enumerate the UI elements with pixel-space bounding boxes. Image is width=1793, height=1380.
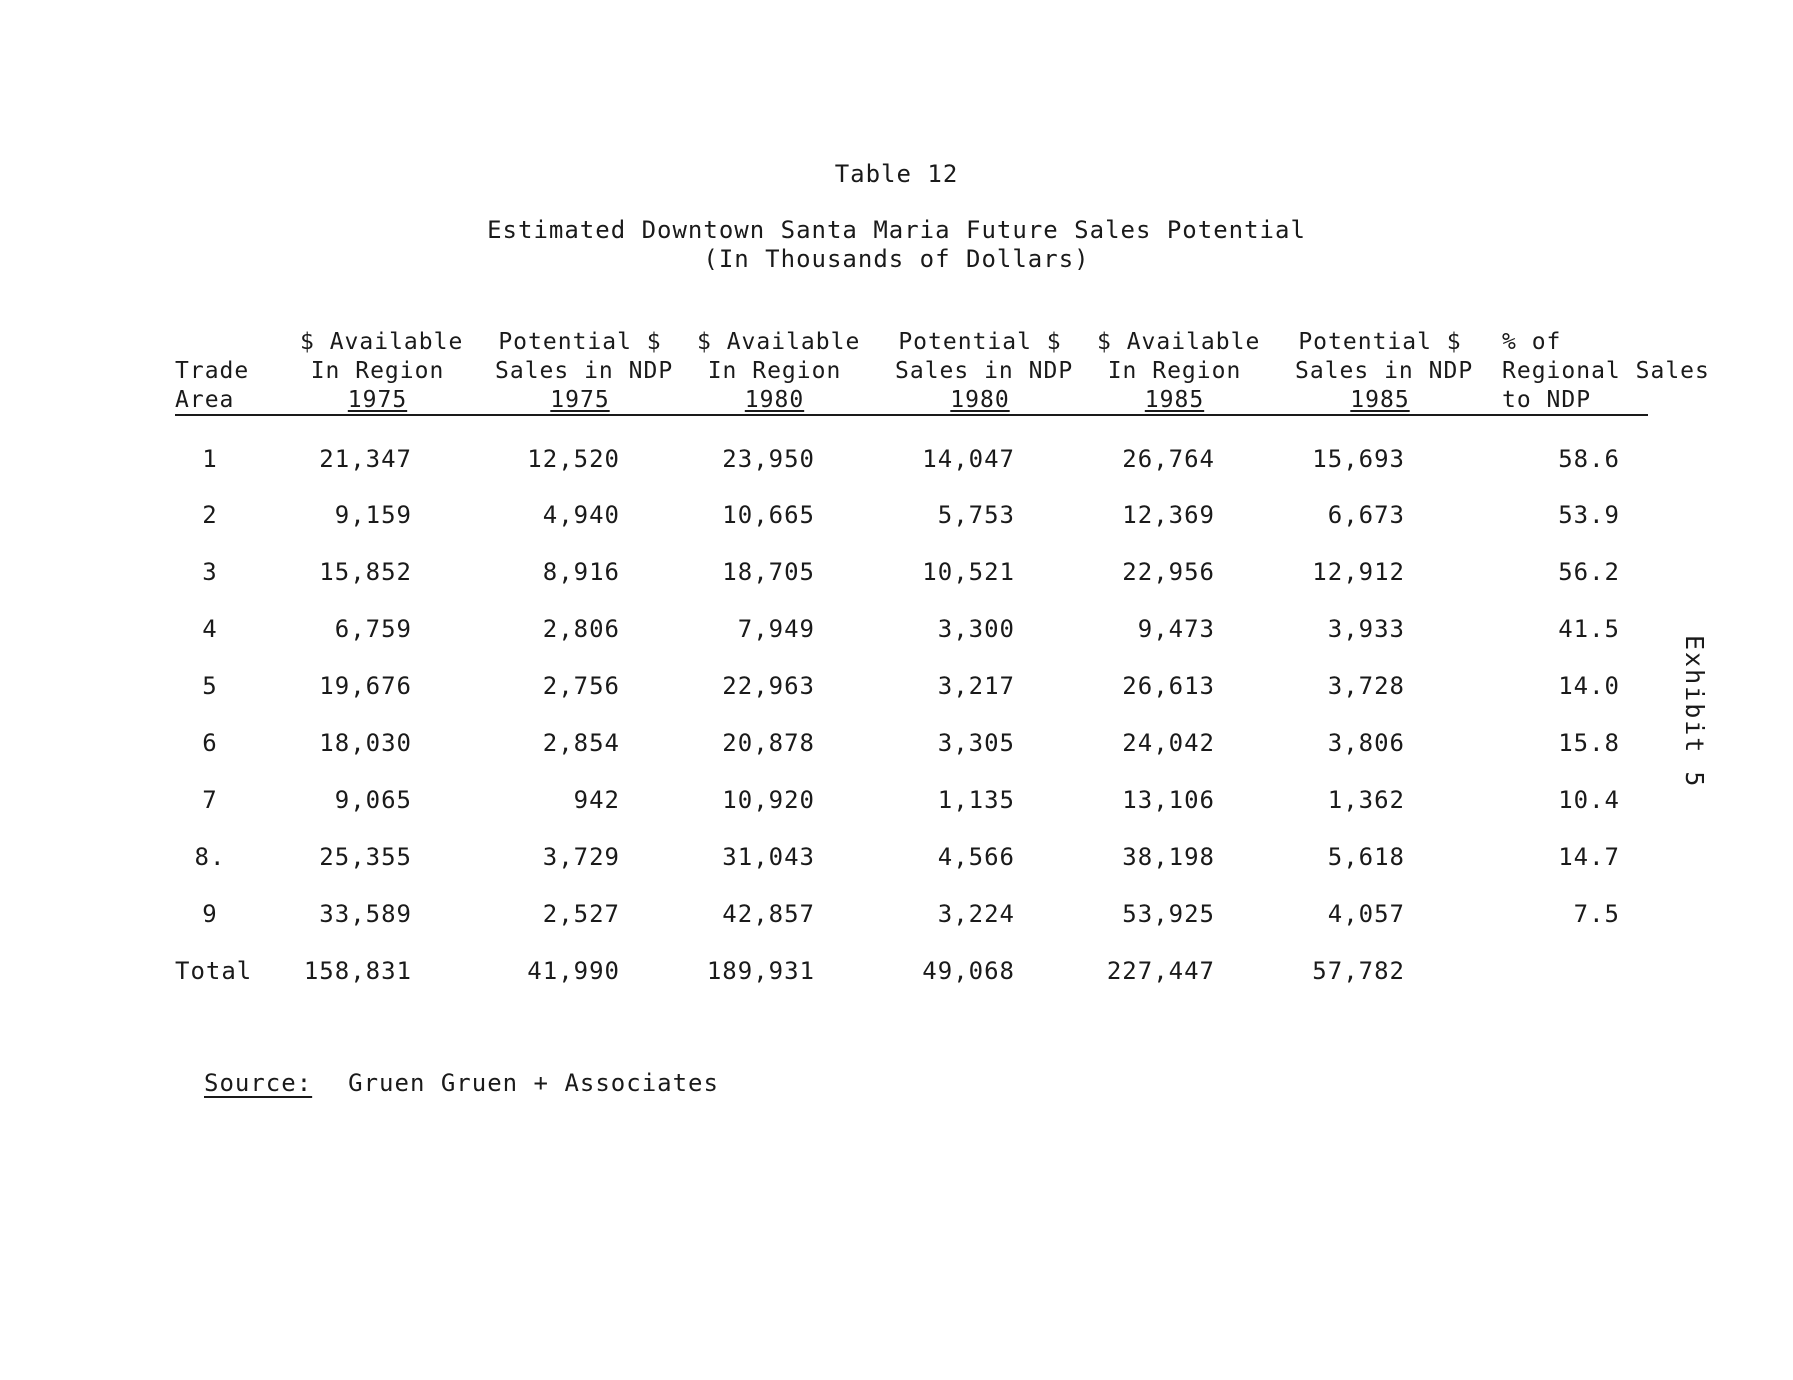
cell-potential-1985: 12,912	[1312, 558, 1405, 586]
cell-percent-regional: 41.5	[1558, 615, 1620, 643]
cell-potential-1975: 2,756	[542, 672, 620, 700]
header-rule	[175, 414, 1648, 416]
cell-available-1975: 15,852	[319, 558, 412, 586]
cell-available-1975: 18,030	[319, 729, 412, 757]
table-title-line2: (In Thousands of Dollars)	[703, 245, 1090, 273]
cell-potential-1985: 57,782	[1312, 957, 1405, 985]
cell-trade-area: 4	[202, 615, 218, 643]
cell-available-1975: 158,831	[303, 957, 412, 985]
cell-available-1980: 189,931	[706, 957, 815, 985]
cell-potential-1985: 6,673	[1327, 501, 1405, 529]
table-row-total	[175, 957, 1650, 991]
source-value: Gruen Gruen + Associates	[348, 1069, 719, 1097]
exhibit-label: Exhibit 5	[1680, 635, 1709, 789]
cell-trade-area: 6	[202, 729, 218, 757]
cell-percent-regional: 7.5	[1573, 900, 1620, 928]
cell-available-1985: 13,106	[1122, 786, 1215, 814]
table-row	[175, 501, 1650, 535]
cell-trade-area: 9	[202, 900, 218, 928]
cell-potential-1975: 41,990	[527, 957, 620, 985]
cell-potential-1975: 3,729	[542, 843, 620, 871]
cell-available-1985: 22,956	[1122, 558, 1215, 586]
cell-potential-1985: 5,618	[1327, 843, 1405, 871]
table-title-line1: Estimated Downtown Santa Maria Future Sales Potential	[487, 216, 1306, 244]
cell-potential-1980: 4,566	[937, 843, 1015, 871]
header-available-1980: $ Available In Region 1980	[697, 329, 861, 413]
cell-potential-1985: 4,057	[1327, 900, 1405, 928]
cell-available-1980: 31,043	[722, 843, 815, 871]
table-row	[175, 445, 1650, 479]
cell-potential-1985: 1,362	[1327, 786, 1405, 814]
cell-potential-1975: 12,520	[527, 445, 620, 473]
header-potential-1985: Potential $ Sales in NDP 1985	[1295, 329, 1474, 413]
cell-trade-area: 3	[202, 558, 218, 586]
cell-available-1980: 7,949	[737, 615, 815, 643]
header-percent-regional: % of Regional Sales to NDP	[1502, 329, 1710, 413]
table-row	[175, 615, 1650, 649]
table-row	[175, 786, 1650, 820]
cell-available-1980: 23,950	[722, 445, 815, 473]
cell-trade-area: 5	[202, 672, 218, 700]
cell-potential-1980: 5,753	[937, 501, 1015, 529]
cell-potential-1980: 3,217	[937, 672, 1015, 700]
cell-percent-regional: 58.6	[1558, 445, 1620, 473]
cell-available-1985: 38,198	[1122, 843, 1215, 871]
cell-available-1975: 21,347	[319, 445, 412, 473]
table-number: Table 12	[834, 160, 959, 188]
header-potential-1980: Potential $ Sales in NDP 1980	[895, 329, 1074, 413]
cell-available-1985: 24,042	[1122, 729, 1215, 757]
cell-available-1975: 19,676	[319, 672, 412, 700]
table-row	[175, 672, 1650, 706]
table-row	[175, 558, 1650, 592]
cell-percent-regional: 14.7	[1558, 843, 1620, 871]
cell-trade-area: 8.	[194, 843, 226, 871]
cell-available-1980: 20,878	[722, 729, 815, 757]
cell-potential-1985: 3,933	[1327, 615, 1405, 643]
cell-potential-1975: 2,806	[542, 615, 620, 643]
cell-potential-1985: 3,806	[1327, 729, 1405, 757]
source-label: Source:	[204, 1069, 313, 1097]
cell-available-1980: 10,665	[722, 501, 815, 529]
cell-available-1980: 18,705	[722, 558, 815, 586]
cell-potential-1975: 942	[573, 786, 620, 814]
cell-available-1975: 33,589	[319, 900, 412, 928]
cell-available-1985: 26,613	[1122, 672, 1215, 700]
cell-available-1985: 9,473	[1137, 615, 1215, 643]
header-available-1985: $ Available In Region 1985	[1097, 329, 1261, 413]
cell-potential-1985: 15,693	[1312, 445, 1405, 473]
cell-potential-1980: 14,047	[922, 445, 1015, 473]
cell-potential-1980: 1,135	[937, 786, 1015, 814]
cell-potential-1975: 2,854	[542, 729, 620, 757]
cell-available-1985: 12,369	[1122, 501, 1215, 529]
cell-potential-1980: 3,224	[937, 900, 1015, 928]
cell-potential-1980: 49,068	[922, 957, 1015, 985]
cell-available-1975: 9,159	[334, 501, 412, 529]
cell-trade-area: 1	[202, 445, 218, 473]
table-title	[0, 216, 1793, 274]
cell-potential-1985: 3,728	[1327, 672, 1405, 700]
cell-available-1985: 26,764	[1122, 445, 1215, 473]
cell-trade-area: 2	[202, 501, 218, 529]
cell-potential-1980: 10,521	[922, 558, 1015, 586]
cell-available-1980: 42,857	[722, 900, 815, 928]
cell-potential-1975: 8,916	[542, 558, 620, 586]
cell-percent-regional: 53.9	[1558, 501, 1620, 529]
cell-trade-area: Total	[175, 957, 253, 985]
cell-potential-1980: 3,300	[937, 615, 1015, 643]
cell-available-1980: 22,963	[722, 672, 815, 700]
cell-available-1975: 9,065	[334, 786, 412, 814]
table-header	[175, 328, 1710, 414]
cell-percent-regional: 10.4	[1558, 786, 1620, 814]
cell-available-1980: 10,920	[722, 786, 815, 814]
cell-available-1975: 25,355	[319, 843, 412, 871]
cell-percent-regional: 15.8	[1558, 729, 1620, 757]
cell-available-1975: 6,759	[334, 615, 412, 643]
cell-potential-1975: 4,940	[542, 501, 620, 529]
source-note	[204, 1069, 719, 1097]
table-row	[175, 843, 1650, 877]
table-row	[175, 729, 1650, 763]
cell-available-1985: 227,447	[1106, 957, 1215, 985]
cell-trade-area: 7	[202, 786, 218, 814]
header-available-1975: $ Available In Region 1975	[300, 329, 464, 413]
cell-percent-regional: 14.0	[1558, 672, 1620, 700]
table-row	[175, 900, 1650, 934]
header-potential-1975: Potential $ Sales in NDP 1975	[495, 329, 674, 413]
cell-potential-1980: 3,305	[937, 729, 1015, 757]
header-trade-area: Trade Area	[175, 358, 250, 413]
cell-potential-1975: 2,527	[542, 900, 620, 928]
cell-available-1985: 53,925	[1122, 900, 1215, 928]
cell-percent-regional: 56.2	[1558, 558, 1620, 586]
